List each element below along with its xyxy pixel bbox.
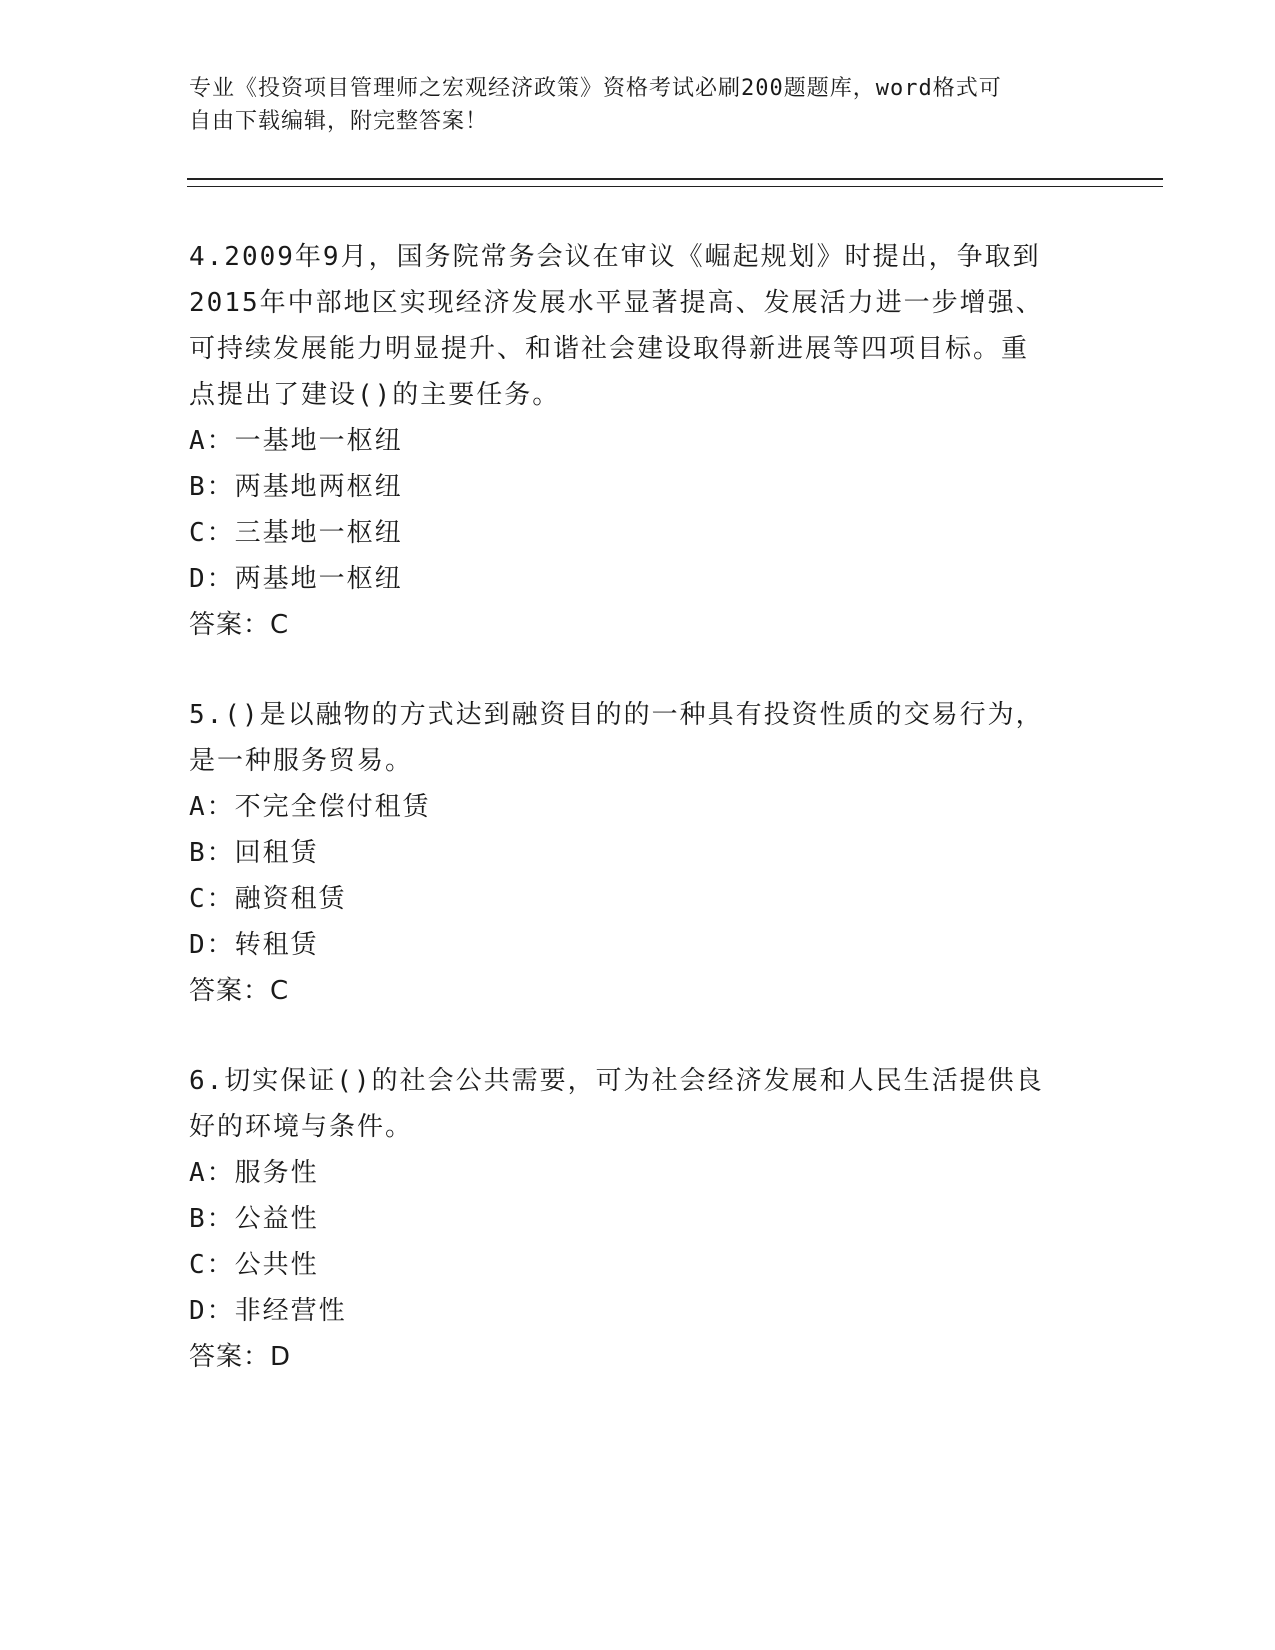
option-d: D：非经营性 — [189, 1296, 347, 1326]
option-d: D：两基地一枢纽 — [189, 564, 403, 594]
option-d: D：转租赁 — [189, 930, 319, 960]
question-5 — [189, 692, 1089, 1014]
option-c: C：公共性 — [189, 1250, 319, 1280]
answer-line: 答案：C — [189, 610, 290, 640]
header-line-2: 自由下载编辑，附完整答案！ — [189, 109, 489, 134]
option-b: B：回租赁 — [189, 838, 319, 868]
option-a: A：一基地一枢纽 — [189, 426, 403, 456]
question-4 — [189, 234, 1089, 648]
option-a: A：不完全偿付租赁 — [189, 792, 431, 822]
question-stem-line: 5.()是以融物的方式达到融资目的的一种具有投资性质的交易行为， — [189, 700, 1044, 730]
option-b: B：两基地两枢纽 — [189, 472, 403, 502]
option-c: C：三基地一枢纽 — [189, 518, 403, 548]
document-header — [189, 72, 1089, 138]
option-c: C：融资租赁 — [189, 884, 347, 914]
question-stem-line: 4.2009年9月，国务院常务会议在审议《崛起规划》时提出，争取到 — [189, 242, 1041, 272]
header-line-1: 专业《投资项目管理师之宏观经济政策》资格考试必刷200题题库，word格式可 — [189, 76, 1002, 101]
question-stem-line: 点提出了建设()的主要任务。 — [189, 380, 561, 410]
option-b: B：公益性 — [189, 1204, 319, 1234]
question-list — [189, 234, 1089, 1424]
question-stem-line: 可持续发展能力明显提升、和谐社会建设取得新进展等四项目标。重 — [189, 334, 1030, 364]
answer-line: 答案：D — [189, 1342, 292, 1372]
option-a: A：服务性 — [189, 1158, 319, 1188]
question-stem-line: 好的环境与条件。 — [189, 1112, 414, 1142]
question-stem-line: 2015年中部地区实现经济发展水平显著提高、发展活力进一步增强、 — [189, 288, 1044, 318]
question-stem-line: 是一种服务贸易。 — [189, 746, 414, 776]
answer-line: 答案：C — [189, 976, 290, 1006]
question-6 — [189, 1058, 1089, 1380]
header-divider — [187, 178, 1163, 187]
question-stem-line: 6.切实保证()的社会公共需要，可为社会经济发展和人民生活提供良 — [189, 1066, 1044, 1096]
